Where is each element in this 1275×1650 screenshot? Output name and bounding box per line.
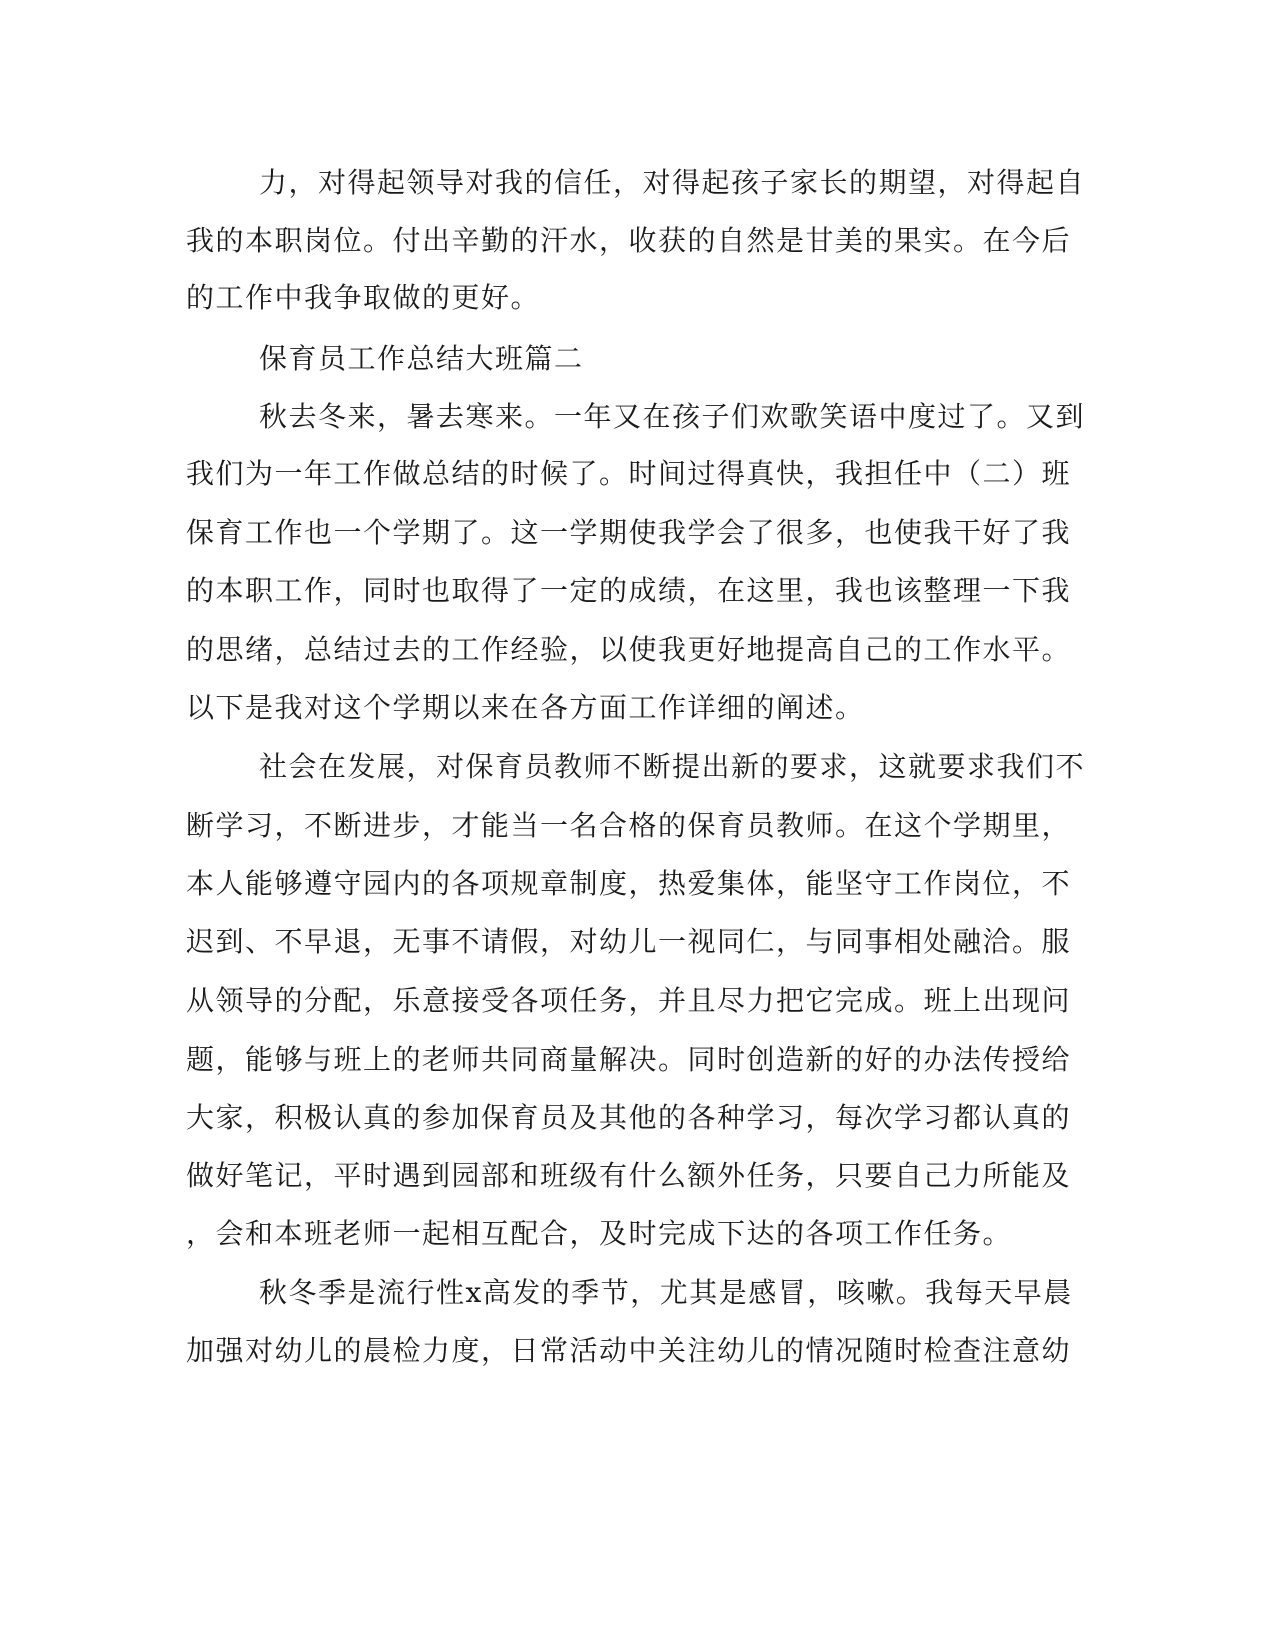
text-line: 做好笔记，平时遇到园部和班级有什么额外任务，只要自己力所能及 [186,1159,1072,1192]
text-line: 题，能够与班上的老师共同商量解决。同时创造新的好的办法传授给 [186,1043,1072,1076]
text-line: 以下是我对这个学期以来在各方面工作详细的阐述。 [186,691,865,724]
text-line: 迟到、不早退，无事不请假，对幼儿一视同仁，与同事相处融洽。服 [186,925,1072,958]
text-line: 从领导的分配，乐意接受各项任务，并且尽力把它完成。班上出现问 [186,984,1072,1017]
text-line: 的本职工作，同时也取得了一定的成绩，在这里，我也该整理一下我 [186,574,1072,607]
text-line: 我们为一年工作做总结的时候了。时间过得真快，我担任中（二）班 [186,457,1072,490]
text-line: 力，对得起领导对我的信任，对得起孩子家长的期望，对得起自 [259,166,1086,199]
text-line: 秋去冬来，暑去寒来。一年又在孩子们欢歌笑语中度过了。又到 [259,400,1086,433]
text-line: 保育工作也一个学期了。这一学期使我学会了很多，也使我干好了我 [186,516,1072,549]
text-line: 断学习，不断进步，才能当一名合格的保育员教师。在这个学期里， [186,809,1072,842]
text-line: ，会和本班老师一起相互配合，及时完成下达的各项工作任务。 [186,1217,1013,1250]
text-line: 的思绪，总结过去的工作经验，以使我更好地提高自己的工作水平。 [186,633,1072,666]
text-line: 秋冬季是流行性x高发的季节，尤其是感冒，咳嗽。我每天早晨 [259,1276,1073,1309]
text-line: 我的本职岗位。付出辛勤的汗水，收获的自然是甘美的果实。在今后 [186,224,1072,257]
text-line: 加强对幼儿的晨检力度，日常活动中关注幼儿的情况随时检查注意幼 [186,1334,1072,1367]
section-heading: 保育员工作总结大班篇二 [259,342,584,375]
text-line: 的工作中我争取做的更好。 [186,281,541,314]
text-line: 社会在发展，对保育员教师不断提出新的要求，这就要求我们不 [259,750,1086,783]
text-line: 大家，积极认真的参加保育员及其他的各种学习，每次学习都认真的 [186,1101,1072,1134]
text-line: 本人能够遵守园内的各项规章制度，热爱集体，能坚守工作岗位，不 [186,867,1072,900]
